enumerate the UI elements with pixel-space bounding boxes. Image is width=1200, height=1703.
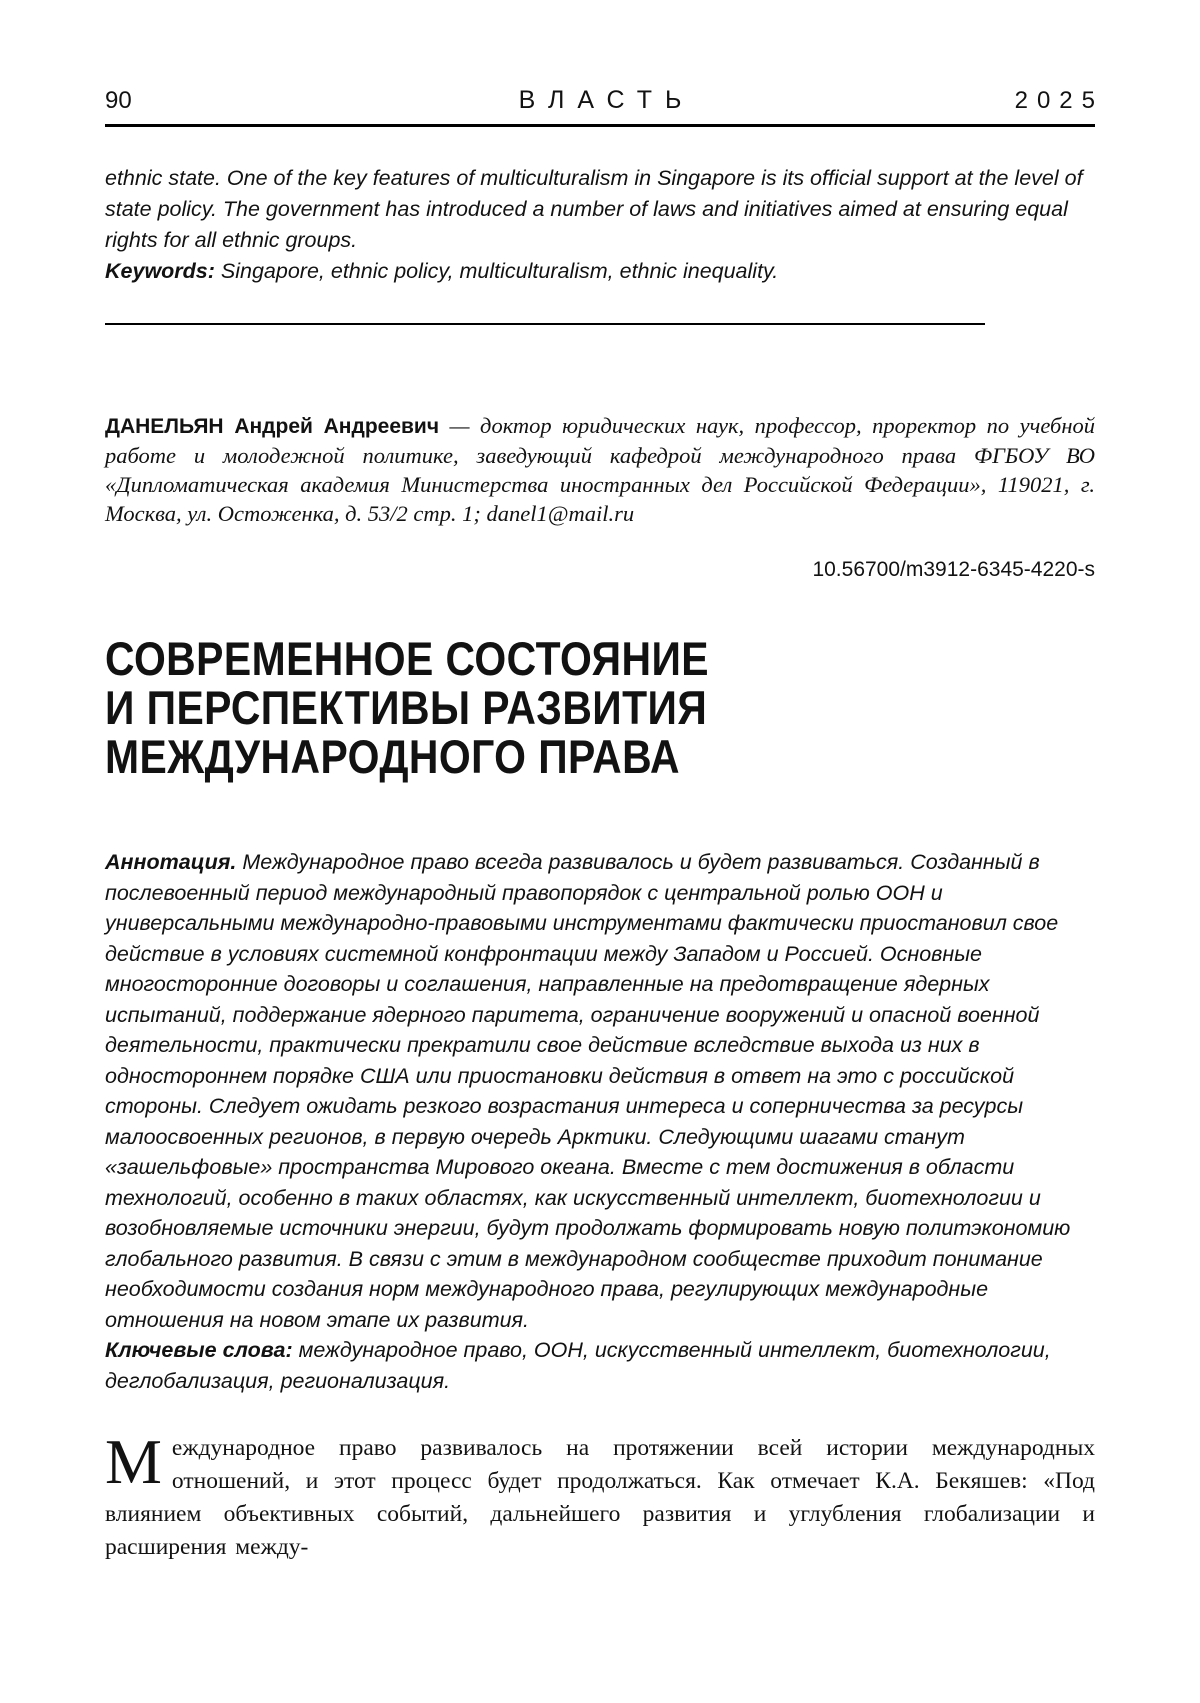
body-paragraph — [105, 1426, 1095, 1564]
drop-cap: М — [105, 1426, 162, 1497]
russian-keywords — [105, 1335, 1095, 1396]
running-head — [105, 86, 1104, 127]
article-title-line-2: И ПЕРСПЕКТИВЫ РАЗВИТИЯ — [105, 681, 708, 734]
english-keywords-label: Keywords: — [105, 259, 215, 283]
russian-abstract-text-block — [105, 847, 1095, 1335]
article-title-line-3: МЕЖДУНАРОДНОГО ПРАВА — [105, 730, 681, 783]
russian-abstract — [105, 847, 1095, 1396]
english-keywords-text: Singapore, ethnic policy, multiculturalism, ethnic inequality. — [214, 259, 779, 283]
doi: 10.56700/m3912-6345-4220-s — [812, 558, 1095, 581]
author-affiliation: — доктор юридических наук, профессор, проректор по учебной работе и молодежной политике, заведующий кафедрой международного права ФГБОУ ВО «Дипломатическая академия Министерства иностранных дел Российской Федерации», 119021, г. Москва, ул. Остоженка, д. 53/2 стр. 1; danel1@mail.ru — [105, 413, 1095, 526]
russian-keywords-text: международное право, ООН, искусственный интеллект, биотехнологии, деглобализация, регионализация. — [105, 1338, 1051, 1393]
article-title-line-1: СОВРЕМЕННОЕ СОСТОЯНИЕ — [105, 632, 709, 685]
author-block — [105, 411, 1095, 528]
issue-year: 2025 — [1014, 87, 1104, 114]
journal-title: ВЛАСТЬ — [518, 86, 695, 114]
article-title — [105, 634, 1095, 781]
section-divider — [105, 323, 985, 325]
russian-abstract-text: Международное право всегда развивалось и будет развиваться. Созданный в послевоенный период международный правопорядок с центральной ролью ООН и универсальными международно-правовыми инструментами фактически приостановил свое действие в условиях системной конфронтации между Западом и Россией. Основные многосторонние договоры и соглашения, направленные на предотвращение ядерных испытаний, поддержание ядерного паритета, ограничение вооружений и опасной военной деятельности, практически прекратили свое действие вследствие выхода из них в одностороннем порядке США или приостановки действия в ответ на это с российской стороны. Следует ожидать резкого возрастания интереса и соперничества за ресурсы малоосвоенных регионов, в первую очередь Арктики. Следующими шагами станут «зашельфовые» пространства Мирового океана. Вместе с тем достижения в области технологий, особенно в таких областях, как искусственный интеллект, биотехнологии и возобновляемые источники энергии, будут продолжать формировать новую политэкономию глобального развития. В связи с этим в международном сообществе приходит понимание необходимости создания норм международного права, регулирующих международные отношения на новом этапе их развития. — [105, 850, 1071, 1332]
english-keywords — [105, 256, 1095, 287]
page-number: 90 — [105, 87, 132, 114]
russian-keywords-label: Ключевые слова: — [105, 1338, 293, 1362]
russian-abstract-label: Аннотация. — [105, 850, 237, 874]
body-paragraph-text: еждународное право развивалось на протяжении всей истории международных отношений, и этот процесс будет продолжаться. Как отмечает К.А. Бекяшев: «Под влиянием объективных событий, дальнейшего развития и углубления глобализации и расширения между- — [105, 1435, 1095, 1560]
english-abstract-text: ethnic state. One of the key features of multiculturalism in Singapore is its official support at the level of state policy. The government has introduced a number of laws and initiatives aimed at ensuring equal rights for all ethnic groups. — [105, 166, 1083, 252]
author-name: ДАНЕЛЬЯН Андрей Андреевич — [105, 415, 440, 438]
english-abstract — [105, 163, 1095, 287]
